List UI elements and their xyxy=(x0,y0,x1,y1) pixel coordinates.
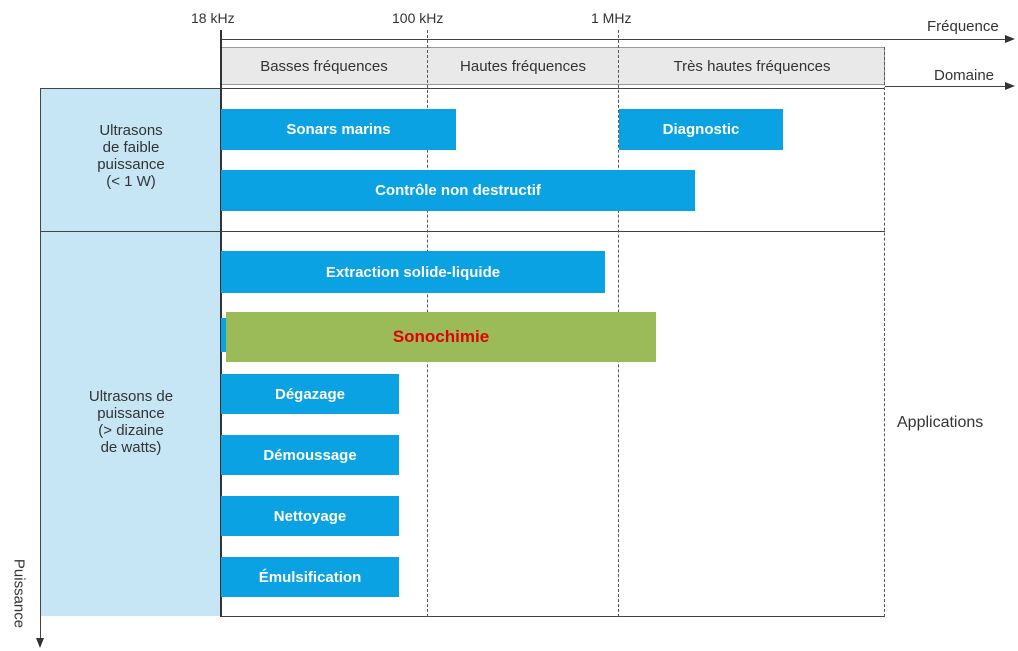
line-domain-end xyxy=(884,47,885,617)
bar-emulsification: Émulsification xyxy=(221,557,399,597)
frequency-axis-line xyxy=(221,39,1007,40)
bar-controle-non-destructif: Contrôle non destructif xyxy=(221,170,695,211)
domain-axis-arrow-icon xyxy=(1005,82,1015,90)
domain-axis-label: Domaine xyxy=(934,67,995,84)
frequency-axis-arrow-icon xyxy=(1005,35,1015,43)
bar-sonochimie: Sonochimie xyxy=(226,312,656,362)
frame-bottom-line xyxy=(221,616,885,617)
tick-1mhz: 1 MHz xyxy=(591,10,632,26)
domain-hautes-frequences: Hautes fréquences xyxy=(460,58,586,75)
bar-diagnostic: Diagnostic xyxy=(619,109,783,150)
bar-demoussage: Démoussage xyxy=(221,435,399,475)
tick-18khz: 18 kHz xyxy=(191,10,235,26)
group-divider-line xyxy=(40,231,885,232)
domain-axis-line xyxy=(885,86,1007,87)
bar-degazage: Dégazage xyxy=(221,374,399,414)
bar-extraction-solide-liquide: Extraction solide-liquide xyxy=(221,251,605,293)
power-axis-label: Puissance xyxy=(10,558,28,629)
domain-basses-frequences: Basses fréquences xyxy=(260,58,388,75)
group-high-power-label: Ultrasons de puissance (> dizaine de watts) xyxy=(88,388,174,456)
applications-label: Applications xyxy=(897,414,984,431)
power-axis-arrow-icon xyxy=(36,638,44,648)
tick-100khz: 100 kHz xyxy=(392,10,444,26)
bar-nettoyage: Nettoyage xyxy=(221,496,399,536)
frequency-axis-label: Fréquence xyxy=(927,18,999,35)
group-low-power-label: Ultrasons de faible puissance (< 1 W) xyxy=(97,122,165,190)
bar-sonars-marins: Sonars marins xyxy=(221,109,456,150)
domain-tres-hautes-frequences: Très hautes fréquences xyxy=(673,58,831,75)
